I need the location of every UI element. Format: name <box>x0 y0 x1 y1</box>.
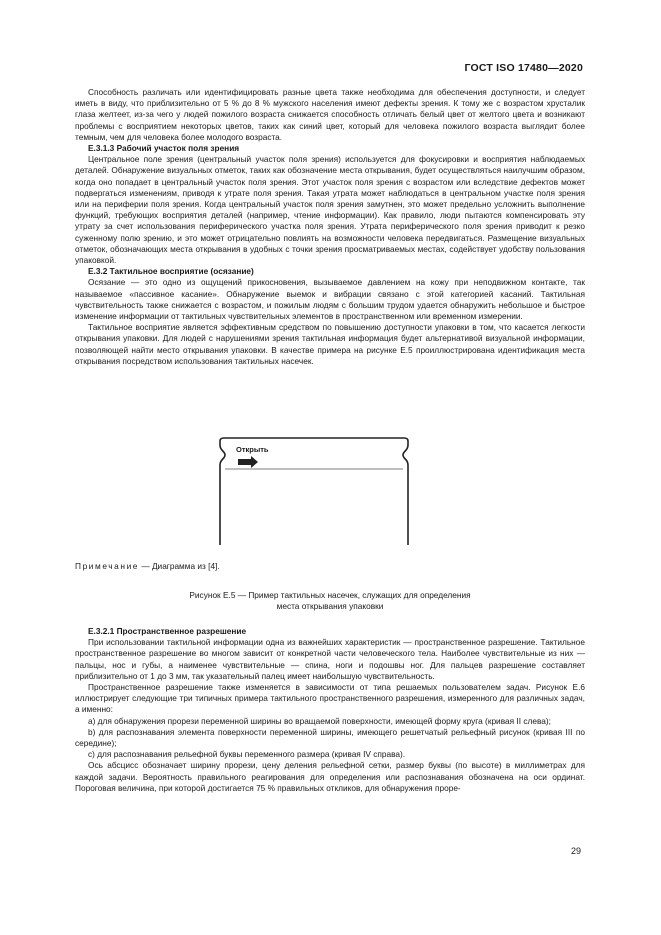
section-heading-e32: E.3.2 Тактильное восприятие (осязание) <box>88 266 254 277</box>
list-item-c: c) для распознавания рельефной буквы переменного размера (кривая IV справа). <box>88 749 406 760</box>
section-heading-e321: E.3.2.1 Пространственное разрешение <box>88 626 247 636</box>
figure-note <box>75 561 220 571</box>
page-number: 29 <box>570 846 581 856</box>
arrow-right-icon <box>238 456 258 468</box>
paragraph-spatial-resolution: При использовании тактильной информации одна из важнейших характеристик — пространственное разрешение. Тактильное пространственное разрешение во многом зависит от конкретной части человеческого тела. Наиболее чувствительные из них — пальцы, нос и губы, а наименее чувствительные — спина, ноги и подошвы ног. Для пальцев разрешение составляет приблизительно от 1 до 3 мм, так указательный палец имеет наибольшую чувствительность. <box>75 637 585 681</box>
list-item-b: b) для распознавания элемента поверхности переменной ширины, имеющего решетчатый рельефный рисунок (кривая III по середине); <box>75 726 585 749</box>
paragraph-axes: Ось абсцисс обозначает ширину прорези, цену деления рельефной сетки, размер буквы (по высоте) в миллиметрах для каждой задачи. Вероятность правильного реагирования для определения или распознавания обозначена на оси ординат. Пороговая величина, при которой достигается 75 % правильных откликов, для обнаружения проре- <box>75 760 585 793</box>
text-block-bottom <box>75 626 585 794</box>
caption-line-1: Рисунок E.5 — Пример тактильных насечек, служащих для определения <box>189 590 471 600</box>
note-prefix: Примечание <box>75 561 140 571</box>
list-item-a: a) для обнаружения прорези переменной ширины во вращаемой поверхности, имеющей форму круга (кривая II слева); <box>88 715 551 726</box>
note-text: — Диаграмма из [4]. <box>139 561 220 571</box>
document-id-header: ГОСТ ISO 17480—2020 <box>464 62 583 74</box>
caption-line-2: места открывания упаковки <box>276 601 384 612</box>
section-heading-e313: E.3.1.3 Рабочий участок поля зрения <box>88 143 240 154</box>
paragraph-visual-field: Центральное поле зрения (центральный участок поля зрения) используется для фокусировки и восприятия наблюдаемых деталей. Обнаружение визуальных отметок, таких как обозначение места открывания, будет осуществляться наилучшим образом, когда оно попадает в центральный участок поля зрения. Этот участок поля зрения с возрастом или вследствие дефектов может подвергаться изменениям, приводя к утрате поля зрения. Такая утрата может наблюдаться в центральном участке поля зрения или на периферии поля зрения. Когда центральный участок поля зрения замутнен, это может предельно усложнить выполнение функций, требующих восприятия деталей (например, чтение информации). Как правило, люди пытаются компенсировать эту утрату за счет использования периферического участка поля зрения. Утрата периферического поля зрения приводит к резко суженному полю зрению, и это может отрицательно повлиять на возможности человека передвигаться. Размещение визуальных отметок, обозначающих места открывания в удобных с точки зрения просматриваемых местах, содействует удобству пользования упаковкой. <box>75 154 585 266</box>
paragraph-tactile-perception: Тактильное восприятие является эффективным средством по повышению доступности упаковки в том, что касается легкости открывания упаковки. Для людей с нарушениями зрения тактильная информация будет альтернативой визуальной информации, позволяющей найти место открывания упаковки. В качестве примера на рисунке E.5 проиллюстрирована идентификация места открывания посредством использования тактильных насечек. <box>75 322 585 366</box>
package-outline <box>220 438 408 545</box>
figure-caption <box>75 590 585 612</box>
paragraph-color-perception: Способность различать или идентифицировать разные цвета также необходима для обеспечения доступности, и следует иметь в виду, что приблизительно от 5 % до 8 % мужского населения имеют дефекты зрения. К тому же с возрастом хрусталик глаза желтеет, из-за чего у людей пожилого возраста снижается способность отличать белый цвет от желтого цвета и возникают проблемы с восприятием некоторых цветов, таких как синий цвет, который для человека пожилого возраста выглядит более темным, чем для человека более молодого возраста. <box>75 87 585 142</box>
text-block-top <box>75 87 585 367</box>
open-label: Открыть <box>236 445 269 454</box>
paragraph-touch: Осязание — это одно из ощущений прикосновения, вызываемое давлением на кожу при неподвижном контакте, так называемое «пассивное касание». Обнаружение выемок и вибрации связано с этой категорией касаний. Тактильная чувствительность также снижается с возрастом, и пожилым людям с большим трудом удается обнаружить небольшое и быстрое изменение информации от тактильных чувствительных элементов в пространственном или временном измерении. <box>75 277 585 322</box>
paragraph-resolution-tasks: Пространственное разрешение также изменяется в зависимости от типа решаемых пользователем задач. Рисунок E.6 иллюстрирует следующие три типичных примера тактильного пространственного разрешения, измеренного для различных задач, а именно: <box>75 682 585 715</box>
